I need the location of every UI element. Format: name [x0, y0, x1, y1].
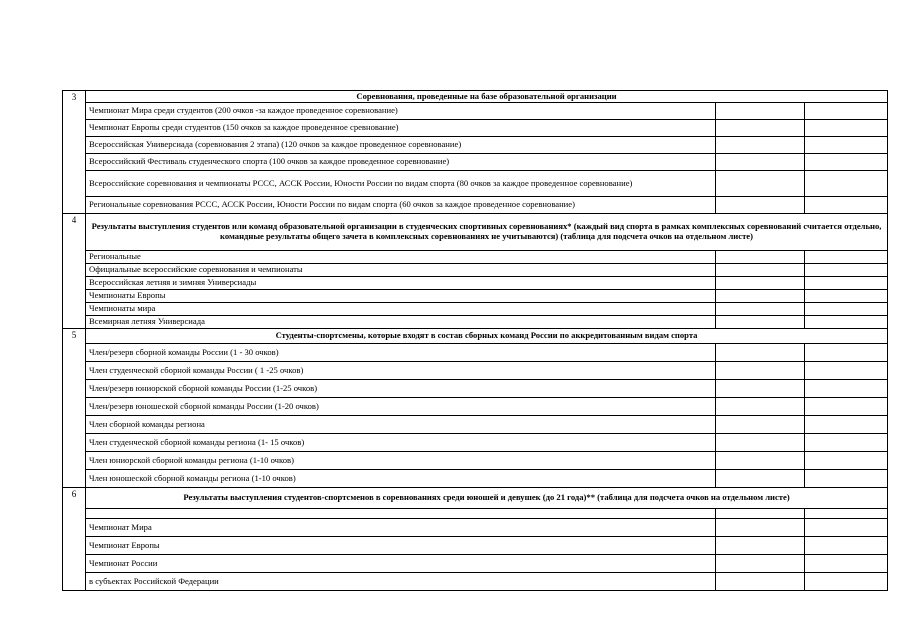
table-row: [63, 137, 888, 154]
table-row: [63, 303, 888, 316]
competition-table: [62, 90, 888, 591]
value-cell-b: [805, 344, 888, 362]
table-row: [63, 452, 888, 470]
item-label: Чемпионаты Европы: [86, 290, 716, 303]
table-row: [63, 362, 888, 380]
value-cell-a: [716, 470, 805, 488]
value-cell-a: [716, 519, 805, 537]
value-cell-b: [805, 137, 888, 154]
table-row: [63, 277, 888, 290]
table-row: [63, 398, 888, 416]
value-cell-b: [805, 277, 888, 290]
value-cell-b: [805, 555, 888, 573]
value-cell-b: [805, 537, 888, 555]
value-cell-b: [805, 251, 888, 264]
section-5-heading-row: [63, 329, 888, 344]
item-label: [86, 509, 716, 519]
section-3-heading-row: [63, 91, 888, 103]
table-row: [63, 171, 888, 197]
value-cell-b: [805, 362, 888, 380]
item-label: Член студенческой сборной команды России ( 1 -25 очков): [86, 362, 716, 380]
value-cell-a: [716, 290, 805, 303]
table-row: [63, 290, 888, 303]
table-row: [63, 509, 888, 519]
table-row: [63, 434, 888, 452]
value-cell-a: [716, 537, 805, 555]
section-number: 5: [63, 329, 86, 488]
table-row: [63, 316, 888, 329]
value-cell-b: [805, 303, 888, 316]
section-heading: Соревнования, проведенные на базе образовательной организации: [86, 91, 888, 103]
value-cell-a: [716, 277, 805, 290]
value-cell-a: [716, 398, 805, 416]
value-cell-a: [716, 137, 805, 154]
table-row: [63, 573, 888, 591]
item-label: Член юношеской сборной команды региона (1-10 очков): [86, 470, 716, 488]
section-heading: Студенты-спортсмены, которые входят в состав сборных команд России по аккредитованным видам спорта: [86, 329, 888, 344]
table-row: [63, 197, 888, 214]
value-cell-a: [716, 344, 805, 362]
item-label: Чемпионат Мира: [86, 519, 716, 537]
section-number: 6: [63, 488, 86, 591]
table-row: [63, 251, 888, 264]
section-number: 3: [63, 91, 86, 214]
value-cell-a: [716, 251, 805, 264]
value-cell-b: [805, 519, 888, 537]
table-row: [63, 470, 888, 488]
item-label: Всероссийский Фестиваль студенческого спорта (100 очков за каждое проведенное соревнование): [86, 154, 716, 171]
value-cell-b: [805, 398, 888, 416]
item-label: Официальные всероссийские соревнования и чемпионаты: [86, 264, 716, 277]
item-label: Всероссийские соревнования и чемпионаты РССС, АССК России, Юности России по видам спорта (80 очков за каждое проведенное соревнование): [86, 171, 716, 197]
value-cell-b: [805, 470, 888, 488]
item-label: Член юниорской сборной команды региона (1-10 очков): [86, 452, 716, 470]
value-cell-a: [716, 509, 805, 519]
value-cell-b: [805, 103, 888, 120]
value-cell-b: [805, 452, 888, 470]
item-label: Член/резерв сборной команды России (1 - 30 очков): [86, 344, 716, 362]
item-label: Чемпионат России: [86, 555, 716, 573]
value-cell-b: [805, 509, 888, 519]
value-cell-b: [805, 197, 888, 214]
value-cell-a: [716, 154, 805, 171]
value-cell-a: [716, 171, 805, 197]
item-label: в субъектах Российской Федерации: [86, 573, 716, 591]
value-cell-a: [716, 303, 805, 316]
item-label: Чемпионаты мира: [86, 303, 716, 316]
item-label: Член сборной команды региона: [86, 416, 716, 434]
value-cell-a: [716, 555, 805, 573]
value-cell-b: [805, 316, 888, 329]
section-heading: Результаты выступления студентов-спортсменов в соревнованиях среди юношей и девушек (до 21 года)** (таблица для подсчета очков на отдельном листе): [86, 488, 888, 509]
table-row: [63, 537, 888, 555]
item-label: Всероссийская летняя и зимняя Универсиады: [86, 277, 716, 290]
section-4-heading-row: [63, 214, 888, 251]
value-cell-b: [805, 434, 888, 452]
item-label: Чемпионат Европы среди студентов (150 очков за каждое проведенное сревнование): [86, 120, 716, 137]
item-label: Чемпионат Европы: [86, 537, 716, 555]
section-heading: Результаты выступления студентов или команд образовательной организации в студенческих спортивных соревнованиях* (каждый вид спорта в рамках комплексных соревнований считается отдельно, командные результаты общего зачета в комплексных соревнованиях не учитываются) (таблица для подсчета очков на отдельном листе): [86, 214, 888, 251]
table-row: [63, 103, 888, 120]
value-cell-a: [716, 573, 805, 591]
value-cell-a: [716, 120, 805, 137]
table-row: [63, 555, 888, 573]
item-label: Региональные: [86, 251, 716, 264]
value-cell-a: [716, 416, 805, 434]
value-cell-b: [805, 416, 888, 434]
item-label: Всемирная летняя Универсиада: [86, 316, 716, 329]
item-label: Член/резерв юниорской сборной команды России (1-25 очков): [86, 380, 716, 398]
value-cell-a: [716, 362, 805, 380]
value-cell-a: [716, 264, 805, 277]
value-cell-b: [805, 573, 888, 591]
value-cell-b: [805, 154, 888, 171]
value-cell-a: [716, 316, 805, 329]
value-cell-b: [805, 171, 888, 197]
item-label: Всероссийская Универсиада (соревнования 2 этапа) (120 очков за каждое проведенное соревнование): [86, 137, 716, 154]
table-row: [63, 344, 888, 362]
item-label: Региональные соревнования РССС, АССК России, Юности России по видам спорта (60 очков за каждое проведенное соревнование): [86, 197, 716, 214]
value-cell-b: [805, 120, 888, 137]
item-label: Член/резерв юношеской сборной команды России (1-20 очков): [86, 398, 716, 416]
table-row: [63, 264, 888, 277]
value-cell-a: [716, 452, 805, 470]
value-cell-a: [716, 380, 805, 398]
value-cell-a: [716, 434, 805, 452]
item-label: Член студенческой сборной команды региона (1- 15 очков): [86, 434, 716, 452]
value-cell-a: [716, 103, 805, 120]
value-cell-b: [805, 264, 888, 277]
section-6-heading-row: [63, 488, 888, 509]
item-label: Чемпионат Мира среди студентов (200 очков -за каждое проведенное соревнование): [86, 103, 716, 120]
value-cell-b: [805, 380, 888, 398]
table-row: [63, 519, 888, 537]
table-row: [63, 380, 888, 398]
value-cell-a: [716, 197, 805, 214]
table-row: [63, 416, 888, 434]
table-row: [63, 120, 888, 137]
table-row: [63, 154, 888, 171]
section-number: 4: [63, 214, 86, 329]
value-cell-b: [805, 290, 888, 303]
